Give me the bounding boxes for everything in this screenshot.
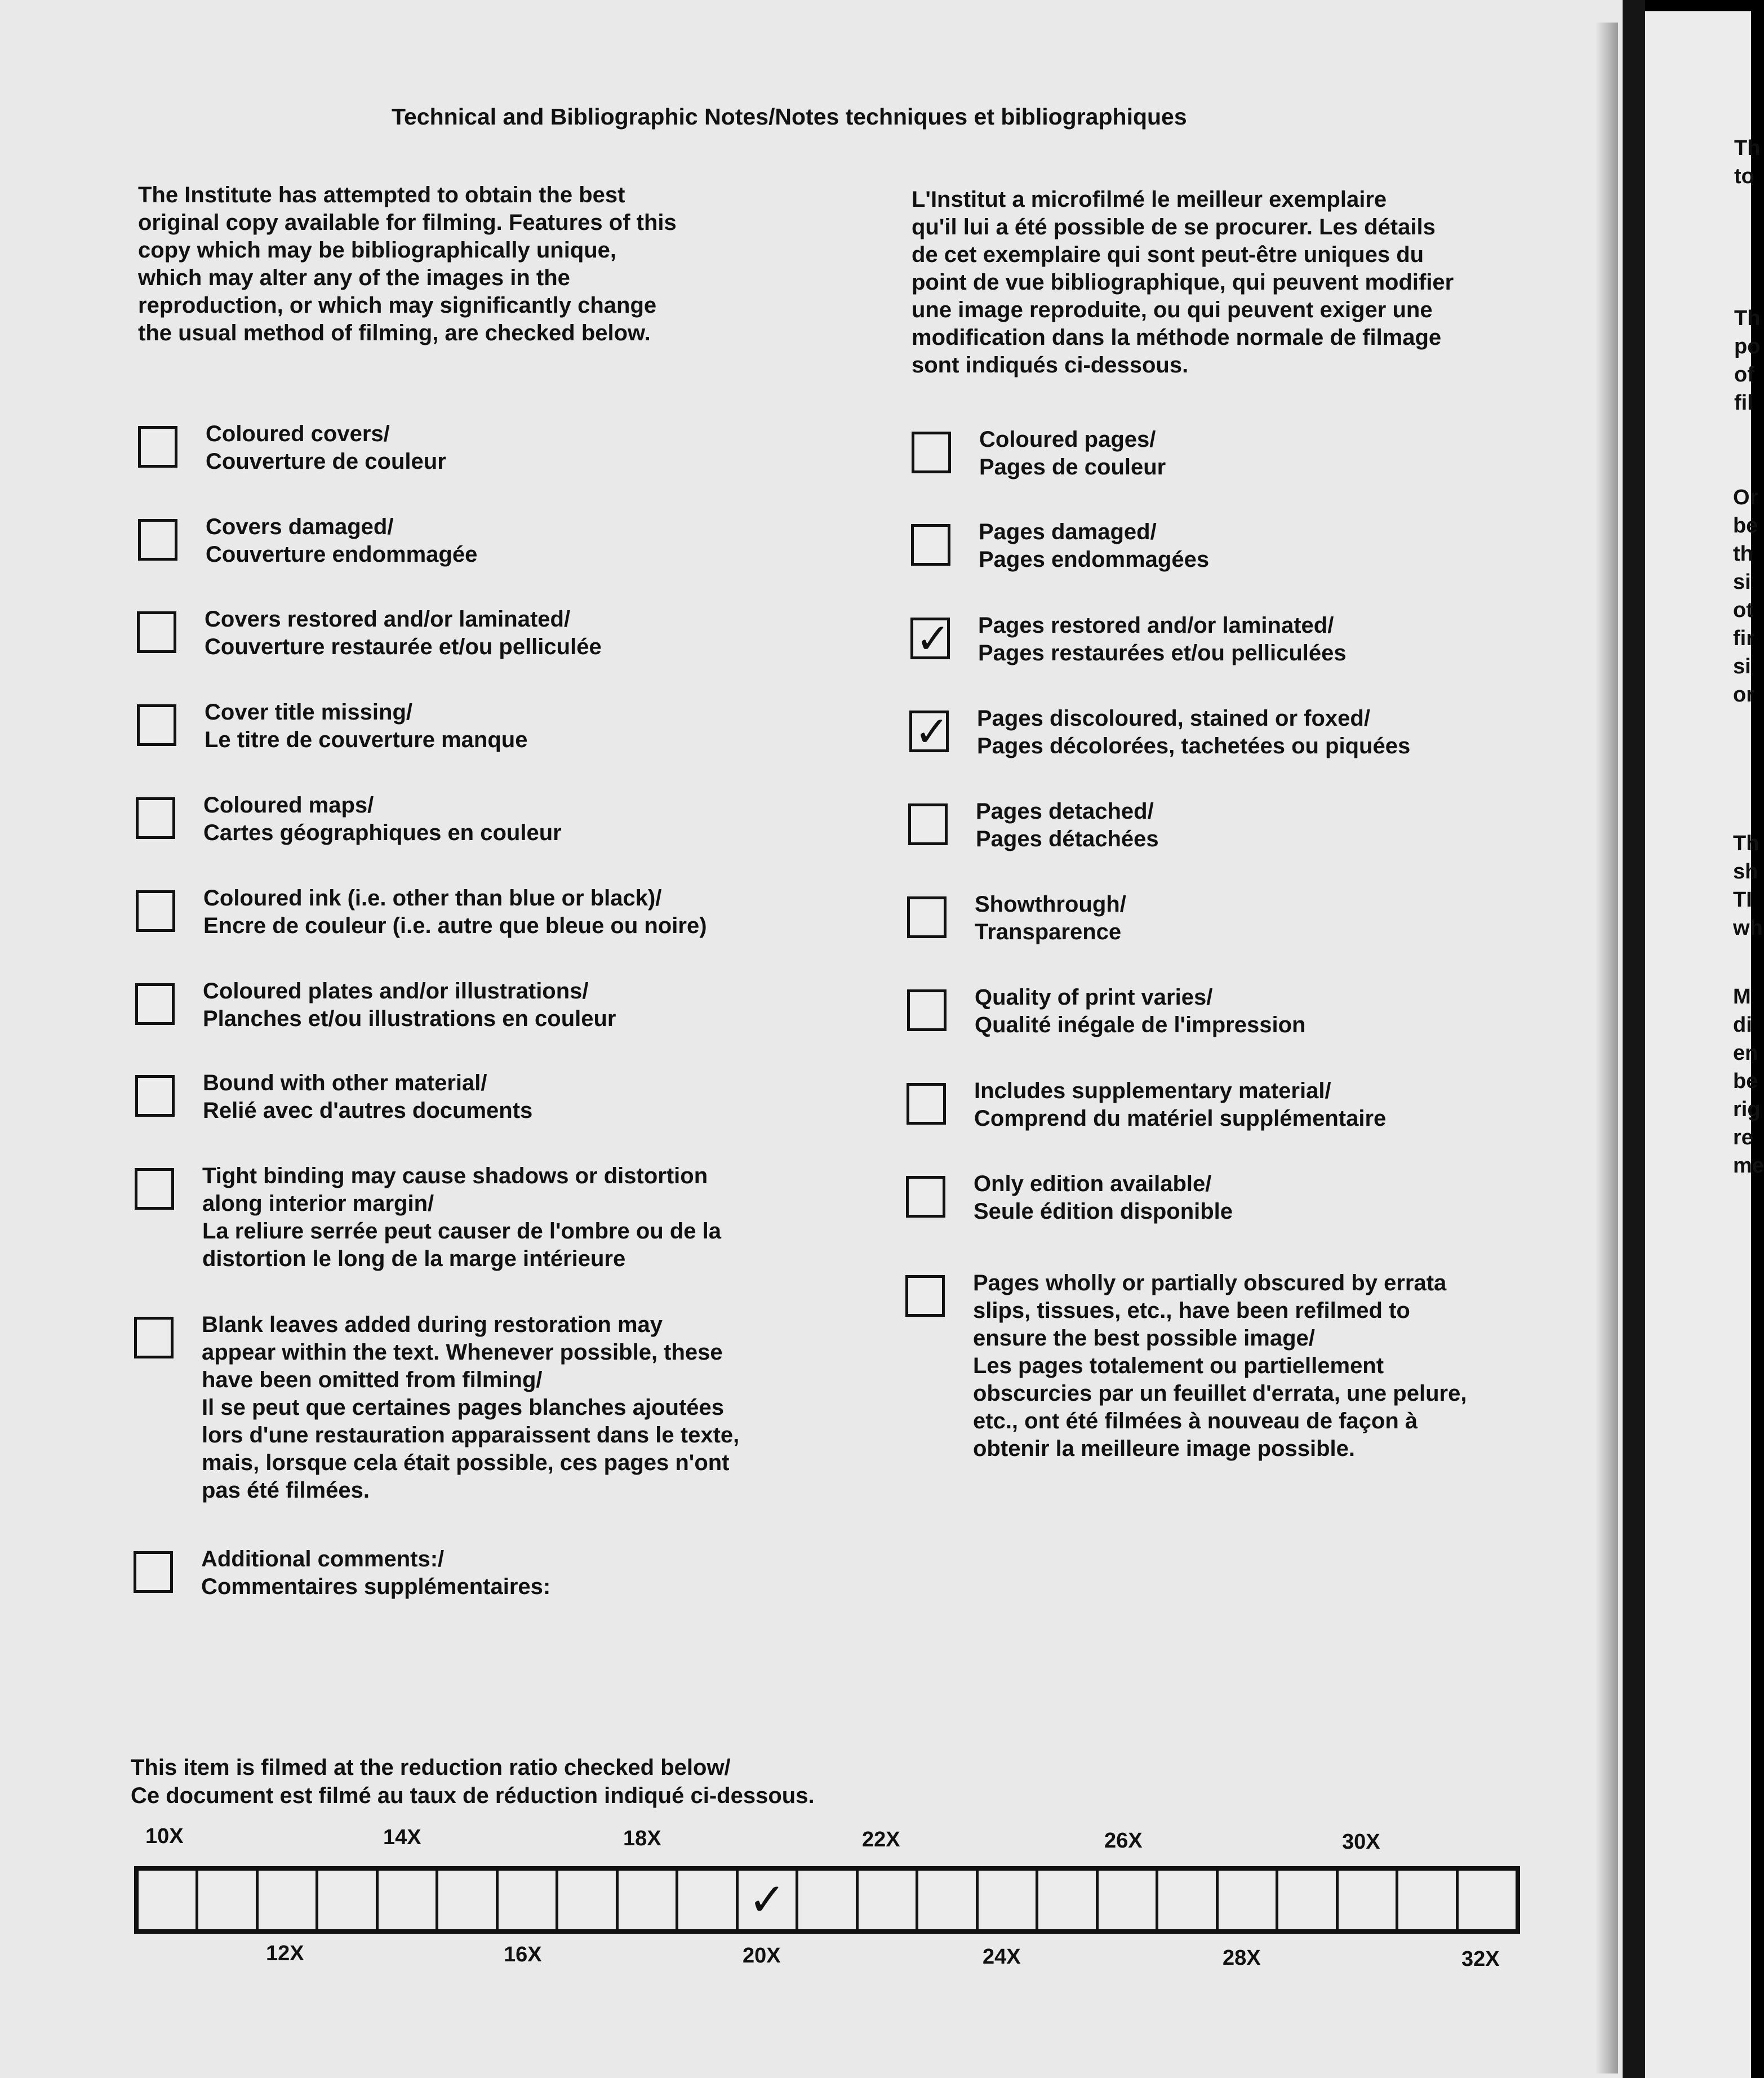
ratio-cell[interactable]: [499, 1871, 558, 1929]
ratio-cell[interactable]: [379, 1871, 438, 1929]
check-mark-icon: [910, 1272, 945, 1321]
scale-label-24x: 24X: [983, 1945, 1021, 1969]
ratio-cell[interactable]: [1278, 1871, 1338, 1929]
check-mark-icon: [141, 794, 176, 843]
adjacent-text-fragment: Or be th si ot fir si or: [1733, 486, 1758, 707]
intro-english: The Institute has attempted to obtain the best original copy available for filming. Features of this copy which may be bibliographically unique, which may alter any of the images in the reproduction, or which may significantly change the usual method of filming, are checked below.: [138, 183, 677, 345]
scale-label-26x: 26X: [1104, 1829, 1143, 1853]
adjacent-text-fragment: Th to: [1734, 136, 1761, 188]
checkbox[interactable]: [908, 803, 948, 845]
checkbox[interactable]: [911, 524, 950, 566]
checklist-label: Pages restored and/or laminated/ Pages restaurées et/ou pelliculées: [978, 613, 1347, 665]
check-mark-icon: [139, 1548, 174, 1597]
checkbox[interactable]: [137, 611, 176, 653]
checklist-label: Quality of print varies/ Qualité inégale de l'impression: [975, 985, 1306, 1037]
check-mark-icon: [912, 987, 947, 1035]
check-mark-icon: [911, 1173, 946, 1222]
checkbox[interactable]: [134, 1317, 174, 1358]
reduction-ratio-strip: [134, 1866, 1520, 1934]
check-mark-icon: [139, 1314, 174, 1362]
ratio-cell[interactable]: [1158, 1871, 1218, 1929]
checklist-label: Coloured covers/ Couverture de couleur: [206, 421, 446, 474]
page-gap: [1623, 0, 1645, 2078]
checkbox[interactable]: [135, 1168, 174, 1210]
checkbox[interactable]: [905, 1275, 945, 1317]
ratio-cell[interactable]: [1339, 1871, 1398, 1929]
checkbox[interactable]: [134, 1551, 173, 1593]
scale-label-12x: 12X: [266, 1942, 304, 1965]
checklist-label: Coloured maps/ Cartes géographiques en couleur: [203, 793, 562, 845]
checklist-label: Blank leaves added during restoration may appear within the text. Whenever possible, these have been omitted from filming/ Il se peut que certaines pages blanches ajoutées lors d'une restauration apparaissent dans le texte, mais, lorsque cela était possible, ces pages n'ont pas été filmées.: [202, 1312, 740, 1503]
scale-label-18x: 18X: [623, 1827, 661, 1850]
checklist-label: Covers restored and/or laminated/ Couverture restaurée et/ou pelliculée: [205, 607, 602, 659]
ratio-cell[interactable]: [979, 1871, 1038, 1929]
check-mark-icon: ✓: [748, 1875, 787, 1925]
scale-label-28x: 28X: [1223, 1946, 1261, 1970]
checkbox[interactable]: [912, 432, 951, 473]
adjacent-text-fragment: M di en be rig re me: [1733, 985, 1764, 1178]
checklist-label: Pages detached/ Pages détachées: [976, 799, 1159, 851]
ratio-cell[interactable]: [259, 1871, 318, 1929]
checkbox[interactable]: [910, 615, 951, 662]
check-mark-icon: [142, 701, 177, 750]
ratio-cell[interactable]: [918, 1871, 978, 1929]
checkbox[interactable]: [907, 1083, 946, 1125]
adjacent-text-fragment: Th po of fil: [1734, 307, 1761, 415]
scale-label-16x: 16X: [504, 1943, 542, 1966]
checklist-label: Only edition available/ Seule édition disponible: [974, 1171, 1233, 1224]
ratio-cell[interactable]: [1038, 1871, 1098, 1929]
checkbox[interactable]: [909, 708, 950, 755]
ratio-cell[interactable]: [678, 1871, 738, 1929]
ratio-cell[interactable]: [619, 1871, 678, 1929]
page-title: Technical and Bibliographic Notes/Notes techniques et bibliographiques: [392, 104, 1187, 130]
checkbox[interactable]: [136, 890, 175, 932]
check-mark-icon: [140, 1072, 175, 1121]
checkbox[interactable]: [907, 989, 947, 1031]
checkbox[interactable]: [137, 704, 176, 746]
check-mark-icon: [916, 521, 951, 570]
checklist-label: Bound with other material/ Relié avec d'autres documents: [203, 1071, 533, 1123]
check-mark-icon: [912, 1080, 947, 1129]
checklist-label: Coloured plates and/or illustrations/ Planches et/ou illustrations en couleur: [203, 979, 616, 1031]
adjacent-page-edge: [1645, 11, 1764, 2078]
adjacent-text-fragment: Th sh TI wh: [1733, 832, 1763, 940]
intro-french: L'Institut a microfilmé le meilleur exemplaire qu'il lui a été possible de se procurer. Les détails de cet exemplaire qui sont peut-être uniques du point de vue bibliographique, qui peuvent modifier une image reproduite, ou qui peuvent exiger une modification dans la méthode normale de filmage sont indiqués ci-dessous.: [912, 187, 1454, 378]
checkbox[interactable]: [136, 797, 175, 839]
check-mark-icon: [912, 894, 947, 942]
checklist-label: Covers damaged/ Couverture endommagée: [206, 514, 478, 567]
scale-label-30x: 30X: [1342, 1830, 1380, 1854]
scale-label-14x: 14X: [383, 1826, 421, 1849]
checklist-label: Pages discoloured, stained or foxed/ Pages décolorées, tachetées ou piquées: [977, 706, 1411, 758]
checklist-label: Pages wholly or partially obscured by errata slips, tissues, etc., have been refilmed to ensure the best possible image/ Les pages totalement ou partiellement obscurcies par un feuillet d'errata, une pelure, etc., ont été filmées à nouveau de façon à obtenir la meilleure image possible.: [973, 1271, 1467, 1461]
ratio-cell[interactable]: [318, 1871, 378, 1929]
ratio-cell[interactable]: [739, 1871, 798, 1929]
checkbox[interactable]: [138, 426, 177, 468]
check-mark-icon: [140, 980, 175, 1029]
scale-label-32x: 32X: [1461, 1947, 1500, 1971]
checklist-label: Tight binding may cause shadows or distortion along interior margin/ La reliure serrée peut causer de l'ombre ou de la distortion le long de la marge intérieure: [202, 1164, 721, 1271]
checklist-label: Coloured ink (i.e. other than blue or black)/ Encre de couleur (i.e. autre que bleue ou noire): [203, 886, 707, 938]
ratio-cell[interactable]: [1398, 1871, 1458, 1929]
ratio-cell[interactable]: [558, 1871, 618, 1929]
check-mark-icon: [140, 1165, 175, 1214]
checklist-label: Showthrough/ Transparence: [975, 892, 1126, 944]
ratio-cell[interactable]: [859, 1871, 918, 1929]
check-mark-icon: [141, 887, 176, 936]
ratio-cell[interactable]: [438, 1871, 498, 1929]
check-mark-icon: [917, 429, 952, 477]
checklist-label: Pages damaged/ Pages endommagées: [979, 520, 1210, 572]
ratio-cell[interactable]: [139, 1871, 198, 1929]
checkbox[interactable]: [907, 896, 947, 938]
ratio-cell[interactable]: [1459, 1871, 1516, 1929]
ratio-cell[interactable]: [1099, 1871, 1158, 1929]
check-mark-icon: ✓: [914, 708, 950, 755]
checklist-label: Coloured pages/ Pages de couleur: [979, 427, 1166, 479]
ratio-cell[interactable]: [798, 1871, 858, 1929]
checklist-label: Includes supplementary material/ Comprend du matériel supplémentaire: [974, 1078, 1387, 1131]
check-mark-icon: [143, 423, 178, 472]
checkbox[interactable]: [135, 1075, 175, 1117]
check-mark-icon: [143, 516, 178, 565]
check-mark-icon: ✓: [916, 615, 951, 662]
reduction-ratio-caption: This item is filmed at the reduction ratio checked below/ Ce document est filmé au taux de réduction indiqué ci-dessous.: [131, 1755, 815, 1808]
checklist-label: Additional comments:/ Commentaires supplémentaires:: [201, 1547, 551, 1599]
checkbox[interactable]: [138, 519, 177, 561]
scale-label-10x: 10X: [145, 1824, 184, 1848]
scale-label-22x: 22X: [862, 1828, 900, 1851]
checkbox[interactable]: [135, 983, 175, 1025]
scale-label-20x: 20X: [743, 1944, 781, 1968]
ratio-cell[interactable]: [1219, 1871, 1278, 1929]
checkbox[interactable]: [906, 1176, 945, 1218]
ratio-cell[interactable]: [198, 1871, 258, 1929]
check-mark-icon: [142, 609, 177, 657]
check-mark-icon: [913, 801, 948, 849]
checklist-label: Cover title missing/ Le titre de couverture manque: [205, 700, 528, 752]
